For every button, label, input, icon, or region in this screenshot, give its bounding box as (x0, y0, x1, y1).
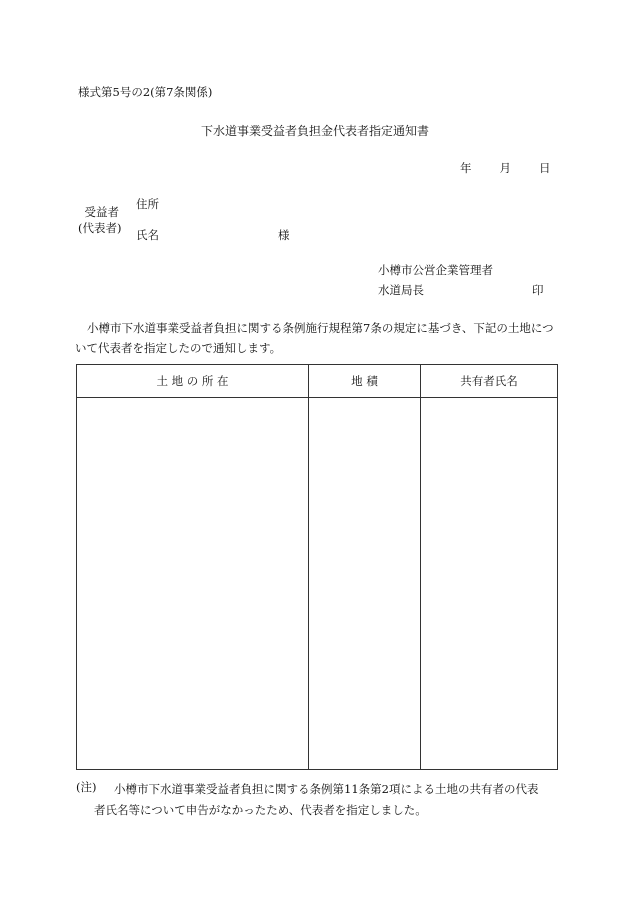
cell-co-owners[interactable] (421, 398, 558, 770)
table-header-row (77, 365, 558, 398)
column-header-location: 土 地 の 所 在 (77, 365, 309, 398)
recipient-label-line2: (代表者) (78, 221, 122, 235)
column-header-co-owners: 共有者氏名 (421, 365, 558, 398)
date-year: 年 (460, 161, 472, 175)
recipient-label-line1: 受益者 (84, 205, 119, 219)
recipient-label (78, 204, 122, 236)
name-label: 氏名 (136, 228, 159, 242)
note-line2: 者氏名等について申告がなかったため、代表者を指定しました。 (94, 803, 427, 817)
body-text: 小樽市下水道事業受益者負担に関する条例施行規程第7条の規定に基づき、下記の土地について代表者を指定したので通知します。 (75, 321, 554, 355)
address-label: 住所 (136, 197, 159, 211)
note-line1: 小樽市下水道事業受益者負担に関する条例第11条第2項による土地の共有者の代表 (114, 782, 539, 796)
honorific: 様 (278, 228, 290, 242)
cell-area[interactable] (309, 398, 421, 770)
issuer-position: 水道局長 (378, 283, 424, 297)
table-row (77, 398, 558, 770)
issuer-title: 小樽市公営企業管理者 (378, 263, 493, 277)
date-month: 月 (499, 161, 511, 175)
note-text (94, 779, 562, 821)
document-title: 下水道事業受益者負担金代表者指定通知書 (200, 124, 429, 138)
form-number: 様式第5号の2(第7条関係) (78, 85, 213, 99)
date-line (460, 160, 551, 176)
column-header-area: 地 積 (309, 365, 421, 398)
seal-mark: 印 (532, 283, 544, 297)
cell-location[interactable] (77, 398, 309, 770)
land-table (76, 364, 558, 770)
date-day: 日 (539, 161, 551, 175)
note-marker: (注) (76, 780, 97, 794)
